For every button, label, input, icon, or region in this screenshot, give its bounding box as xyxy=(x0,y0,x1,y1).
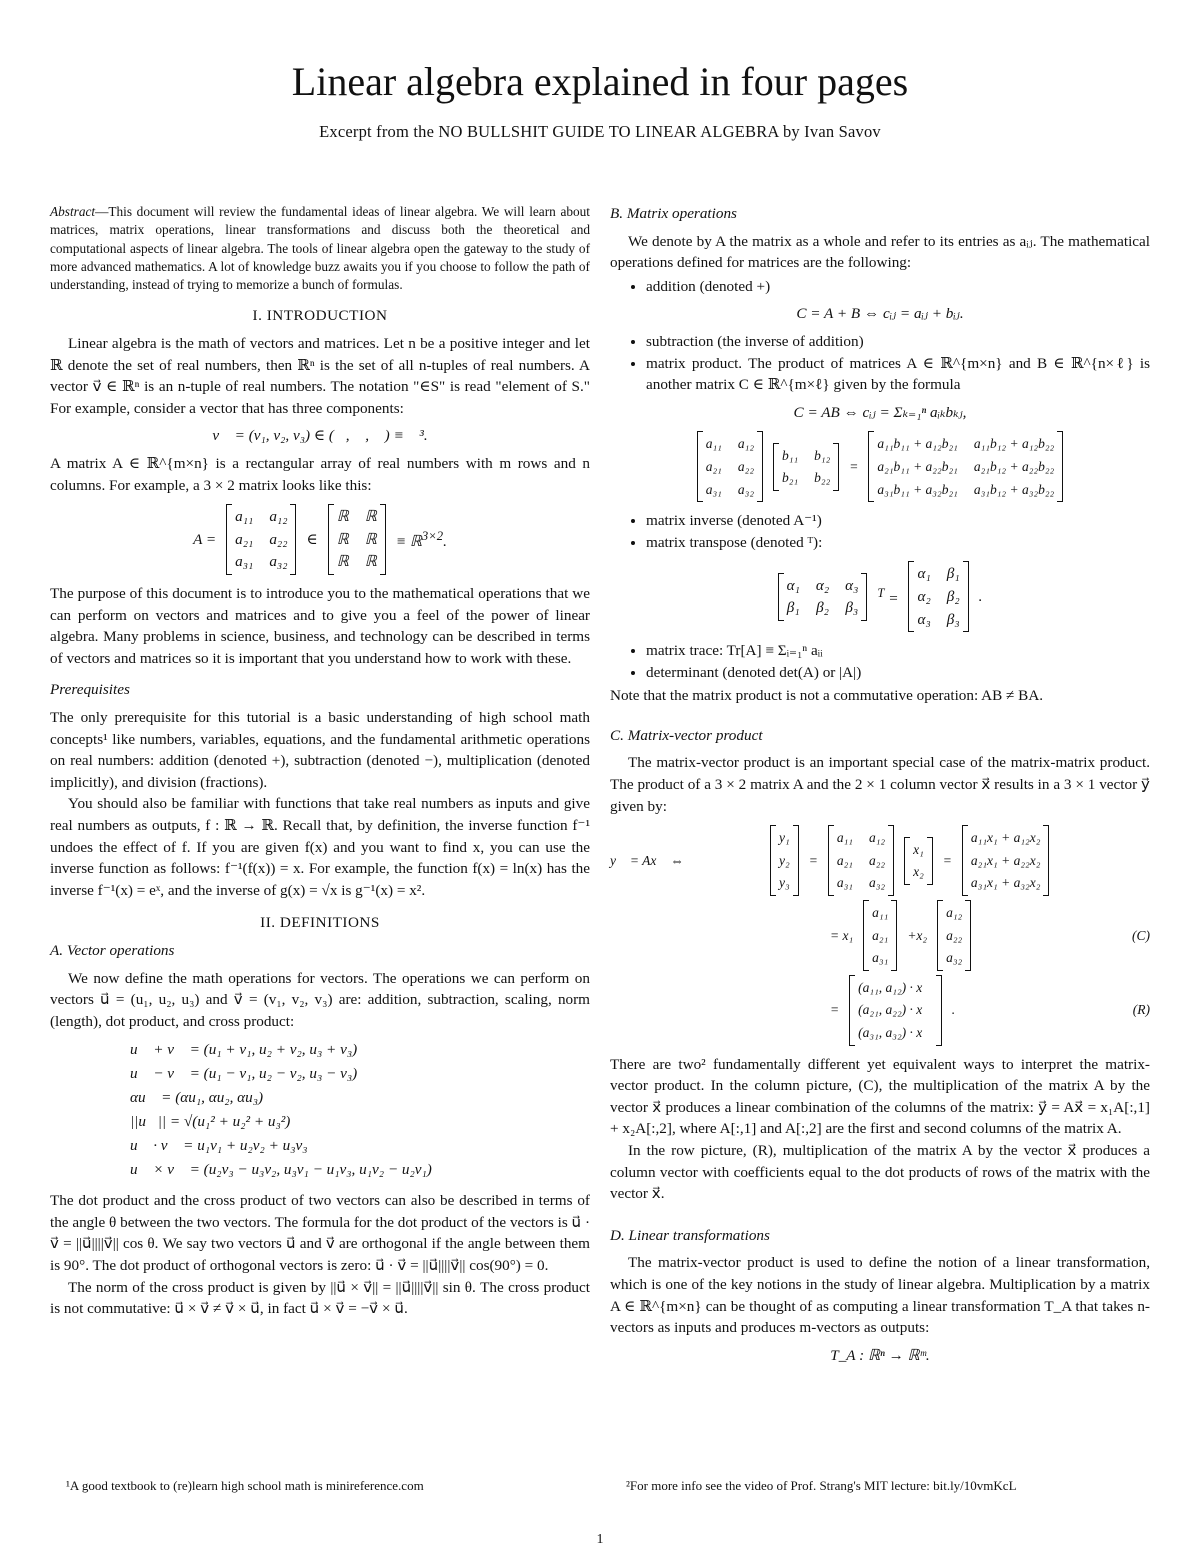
matops-list-1 xyxy=(610,276,1150,298)
intro-paragraph-2: A matrix A ∈ ℝ^{m×n} is a rectangular array of real numbers with m rows and n columns. For example, a 3 × 2 matrix looks like this: xyxy=(50,455,590,494)
matrix-a-mvp: a₁₁ a₁₂ a₂₁ a₂₂ a₃₁ a₃₂ xyxy=(828,825,894,896)
intro-paragraph-3: The purpose of this document is to introduce you to the mathematical operations that we can perform on vectors and matrices and to give you a feel of the power of linear algebra. Many problems in science, business, and technology can be described in terms of vectors and matrices so it is important that you understand how to work with these. xyxy=(50,585,590,667)
vector-result: a₁₁x₁ + a₁₂x₂ a₂₁x₁ + a₂₂x₂ a₃₁x₁ + a₃₂x₂ xyxy=(962,825,1050,896)
section-heading-definitions: II. DEFINITIONS xyxy=(260,914,380,932)
mvp-paragraph-3: In the row picture, (R), multiplication of the matrix A by the vector x⃗ produces a column vector with coefficients equal to the dot products of rows of the matrix with the vector x⃗. xyxy=(610,1141,1150,1203)
lt-equation: T_A : ℝⁿ → ℝᵐ. xyxy=(830,1346,930,1364)
matrix-alpha-beta-cols: α₁ β₁ α₂ β₂ α₃ β₃ xyxy=(908,561,968,632)
matops-list-3 xyxy=(610,510,1150,553)
matrix-alpha-beta-rows: α₁ α₂ α₃ β₁ β₂ β₃ xyxy=(778,573,868,621)
subheading-prerequisites: Prerequisites xyxy=(50,681,130,699)
vector-equations xyxy=(130,1038,590,1182)
vecops-paragraph-2: The dot product and the cross product of two vectors can also be described in terms of the angle θ between the two vectors. The formula for the dot product of the vectors is u⃗ · v⃗ = ||u⃗||||v⃗|| cos θ. We say two vectors u⃗ and v⃗ are orthogonal if the angle between them is 90°. The dot product of orthogonal vectors is zero: u⃗ · v⃗ = ||u⃗||||v⃗|| cos(90°) = 0. xyxy=(50,1192,591,1275)
vecops-paragraph-1: We now define the math operations for vectors. The operations we can perform on vectors u⃗ = (u₁, u₂, u₃) and v⃗ = (v₁, v₂, v₃) are: addition, subtraction, scaling, norm (length), dot product, and cross product: xyxy=(50,969,590,1030)
subheading-matrix-vector-product: C. Matrix-vector product xyxy=(610,726,763,744)
mvp-paragraph-2: There are two² fundamentally different yet equivalent ways to interpret the matrix-vector product. In the column picture, (C), the multiplication of the matrix A by the vector x⃗ produces a linear combination of the columns of the matrix: y⃗ = Ax⃗ = x₁A[:,1] + x₂A[:,2], where A[:,1] and A[:,2] are the first and second columns of the matrix A. xyxy=(610,1055,1150,1138)
row-dot-products: (a₁₁, a₁₂) · x⃗ (a₂₁, a₂₂) · x⃗ (a₃₁, a₃₂) · x⃗ xyxy=(849,975,942,1046)
prereq-paragraph-2: You should also be familiar with functions that take real numbers as inputs and give real numbers as outputs, f : ℝ → ℝ. Recall that, by definition, the inverse function f⁻¹ undoes the effect of f. If you are given f(x) and you want to find x, you can use the inverse function as follows: f⁻¹(f(x)) = x. For example, the function f(x) = ln(x) has the inverse f⁻¹(x) = eˣ, and the inverse of g(x) = √x is g⁻¹(x) = x². xyxy=(50,795,590,899)
column-1: a₁₁ a₂₁ a₃₁ xyxy=(863,900,897,971)
mvp-line-column: = x₁ a₁₁ a₂₁ a₃₁ +x₂ a₁₂ a₂₂ a₃₂ (C) xyxy=(830,900,1150,971)
matrix-b: b₁₁ b₁₂ b₂₁ b₂₂ xyxy=(773,443,839,491)
vector-equation: u⃗ × v⃗ = (u₂v₃ − u₃v₂, u₃v₁ − u₁v₃, u₁v₂ − u₂v₁) xyxy=(130,1161,432,1179)
left-column xyxy=(50,203,590,1320)
equation-product: C = AB ⇔ cᵢⱼ = Σₖ₌₁ⁿ aᵢₖbₖⱼ, xyxy=(793,403,967,421)
vector-y: y₁ y₂ y₃ xyxy=(770,825,799,896)
footnote-1: ¹A good textbook to (re)learn high school math is minireference.com xyxy=(66,1478,424,1493)
abstract-label: Abstract xyxy=(50,204,96,219)
subheading-linear-transformations: D. Linear transformations xyxy=(610,1226,770,1244)
section-heading-introduction: I. INTRODUCTION xyxy=(252,307,388,325)
bullet-inverse: • matrix inverse (denoted A⁻¹) xyxy=(646,510,1150,532)
matrix-transpose-example: α₁ α₂ α₃ β₁ β₂ β₃ $^T$ = α₁ β₁ α₂ β₂ α₃ β₃ . xyxy=(610,561,1150,632)
bullet-addition: • addition (denoted +) xyxy=(646,276,1150,298)
vector-equation: ||u⃗|| = √(u₁² + u₂² + u₃²) xyxy=(130,1113,291,1131)
lt-paragraph-1: The matrix-vector product is used to define the notion of a linear transformation, which is one of the key notions in the study of linear algebra. Multiplication by a matrix A ∈ ℝ^{m×n} can be thought of as computing a linear transformation T_A that takes n-vectors as inputs and produces m-vectors as outputs: xyxy=(610,1254,1150,1337)
bullet-trace: • matrix trace: Tr[A] ≡ Σᵢ₌₁ⁿ aᵢᵢ xyxy=(646,640,1150,662)
bullet-transpose: • matrix transpose (denoted ᵀ): xyxy=(646,532,1150,554)
document-subtitle: Excerpt from the NO BULLSHIT GUIDE TO LINEAR ALGEBRA by Ivan Savov xyxy=(319,122,881,141)
equation-addition: C = A + B ⇔ cᵢⱼ = aᵢⱼ + bᵢⱼ. xyxy=(796,305,964,323)
matrix-product-result: a₁₁b₁₁ + a₁₂b₂₁ a₁₁b₁₂ + a₁₂b₂₂ a₂₁b₁₁ + a₂₂b₂₁ a₂₁b₁₂ + a₂₂b₂₂ a₃₁b₁₁ + a₃₂b₂₁ a₃₁b₁₂ + a₃₂b₂₂ xyxy=(868,431,1063,502)
label-row-picture: (R) xyxy=(1132,1002,1150,1018)
mvp-paragraph-1: The matrix-vector product is an important special case of the matrix-matrix product. The product of a 3 × 2 matrix A and the 2 × 1 column vector x⃗ results in a 3 × 1 vector y⃗ given by: xyxy=(610,754,1150,815)
abstract-text: —This document will review the fundamental ideas of linear algebra. We will learn about matrices, matrix operations, linear transformations and discuss both the theoretical and computational aspects of linear algebra. The tools of linear algebra open the gateway to the study of more advanced mathematics. A lot of knowledge buzz awaits you if you choose to follow the path of understanding, instead of trying to memorize a bunch of formulas. xyxy=(50,204,590,293)
vector-equation: u⃗ · v⃗ = u₁v₁ + u₂v₂ + u₃v₃ xyxy=(130,1137,308,1155)
matrix-example: A = a₁₁ a₁₂ a₂₁ a₂₂ a₃₁ a₃₂ ∈ ℝ ℝ ℝ ℝ ℝ ℝ ≡ ℝ$^{3\times 2}$. xyxy=(50,504,590,575)
mvp-line-row: = (a₁₁, a₁₂) · x⃗ (a₂₁, a₂₂) · x⃗ (a₃₁, a₃₂) · x⃗ . (R) xyxy=(830,975,1150,1046)
matrix-product-example: a₁₁ a₁₂ a₂₁ a₂₂ a₃₁ a₃₂ b₁₁ b₁₂ b₂₁ b₂₂ = a₁₁b₁₁ + a₁₂b₂₁ a₁₁b₁₂ + a₁₂b₂₂ a₂₁b₁₁ + a₂₂b₂₁ a₂₁b₁₂ + a₂₂b₂₂ a₃₁b₁₁ + a₃₂b₂₁ a₃₁b₁₂ + a₃₂b₂₂ xyxy=(610,431,1150,502)
bullet-product: • matrix product. The product of matrices A ∈ ℝ^{m×n} and B ∈ ℝ^{n×ℓ} is another matrix C ∈ ℝ^{m×ℓ} given by the formula xyxy=(646,353,1150,396)
matrix-a-entries: a₁₁ a₁₂ a₂₁ a₂₂ a₃₁ a₃₂ xyxy=(226,504,296,575)
matops-note: Note that the matrix product is not a commutative operation: AB ≠ BA. xyxy=(610,687,1044,705)
subheading-matrix-operations: B. Matrix operations xyxy=(610,205,737,222)
bullet-determinant: • determinant (denoted det(A) or |A|) xyxy=(646,662,1150,684)
matops-list-4 xyxy=(610,640,1150,683)
matrix-a: a₁₁ a₁₂ a₂₁ a₂₂ a₃₁ a₃₂ xyxy=(697,431,763,502)
column-2: a₁₂ a₂₂ a₃₂ xyxy=(937,900,971,971)
intro-paragraph-1: Linear algebra is the math of vectors and matrices. Let n be a positive integer and let ℝ denote the set of real numbers, then ℝⁿ is the set of all n-tuples of real numbers. A vector v⃗ ∈ ℝⁿ is an n-tuple of real numbers. The notation "∈S" is read "element of S." For example, consider a vector that has three components: xyxy=(50,335,590,417)
vector-equation: u⃗ − v⃗ = (u₁ − v₁, u₂ − v₂, u₃ − v₃) xyxy=(130,1065,358,1083)
mvp-equation-block xyxy=(610,825,1150,1045)
footnote-2: ²For more info see the video of Prof. Strang's MIT lecture: bit.ly/10vmKcL xyxy=(626,1478,1017,1493)
matrix-real-entries: ℝ ℝ ℝ ℝ ℝ ℝ xyxy=(328,504,386,575)
intro-equation-vector: v⃗ = (v₁, v₂, v₃) ∈ (ℝ, ℝ, ℝ) ≡ ℝ³. xyxy=(212,427,428,445)
page-number: 1 xyxy=(596,1532,604,1547)
right-column xyxy=(610,203,1150,1372)
prereq-paragraph-1: The only prerequisite for this tutorial is a basic understanding of high school math concepts¹ like numbers, variables, equations, and the fundamental arithmetic operations on real numbers: addition (denoted +), subtraction (denoted −), multiplication (denoted implicitly), and division (fractions). xyxy=(50,708,590,791)
vector-equation: αu⃗ = (αu₁, αu₂, αu₃) xyxy=(130,1089,264,1107)
bullet-subtraction: • subtraction (the inverse of addition) xyxy=(646,331,1150,353)
label-column-picture: (C) xyxy=(1132,927,1150,943)
mvp-equation-left: y⃗ = Ax⃗ ⇔ xyxy=(610,852,684,868)
abstract xyxy=(50,203,590,294)
vecops-paragraph-3: The norm of the cross product is given by ||u⃗ × v⃗|| = ||u⃗||||v⃗|| sin θ. The cross product is not commutative: u⃗ × v⃗ ≠ v⃗ × u⃗, in fact u⃗ × v⃗ = −v⃗ × u⃗. xyxy=(50,1278,590,1318)
matops-list-2 xyxy=(610,331,1150,396)
vector-equation: u⃗ + v⃗ = (u₁ + v₁, u₂ + v₂, u₃ + v₃) xyxy=(130,1041,358,1059)
vector-x: x₁ x₂ xyxy=(904,837,933,885)
subheading-vector-operations: A. Vector operations xyxy=(50,941,175,959)
mvp-line-1: y⃗ = Ax⃗ ⇔ y₁ y₂ y₃ = a₁₁ a₁₂ a₂₁ a₂₂ a₃₁ a₃₂ x₁ x₂ = a₁₁x₁ + a₁₂x₂ a₂₁x₁ + a₂₂x₂ a₃₁x₁ + a₃₂x₂ xyxy=(610,825,1150,896)
matops-paragraph-1: We denote by A the matrix as a whole and refer to its entries as aᵢⱼ. The mathematical operations defined for matrices are the following: xyxy=(610,232,1150,272)
document-title: Linear algebra explained in four pages xyxy=(291,59,909,104)
